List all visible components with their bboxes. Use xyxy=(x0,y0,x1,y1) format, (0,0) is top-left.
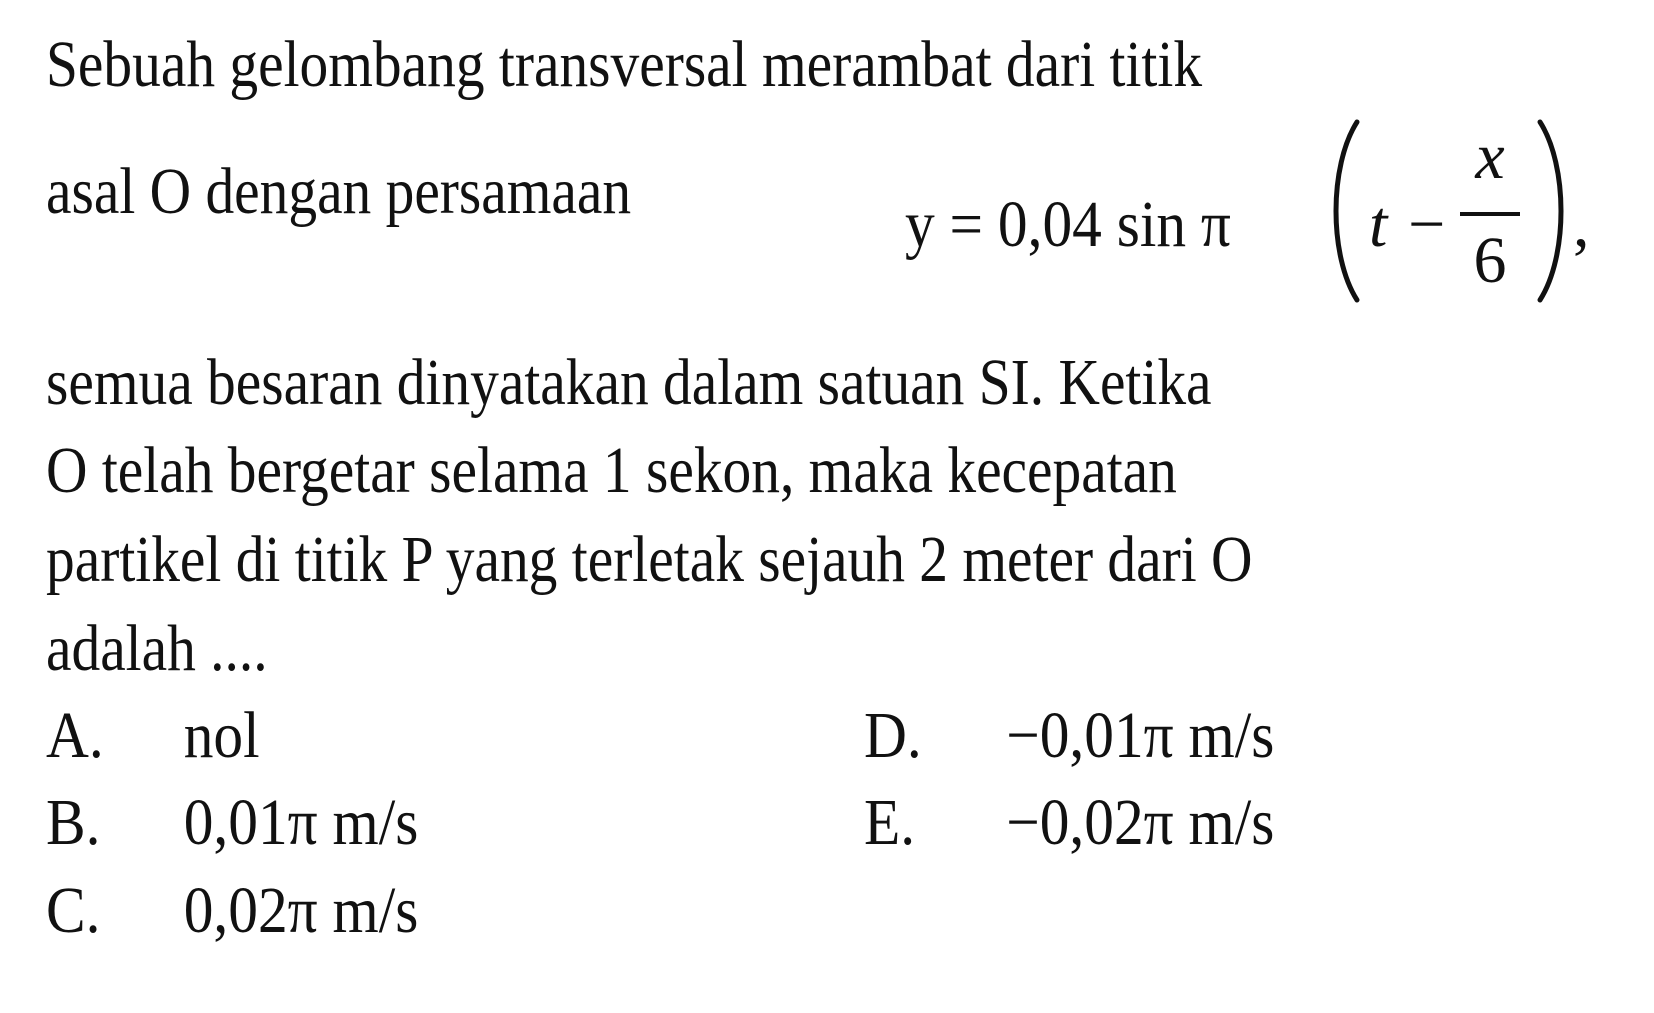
left-parenthesis xyxy=(1323,116,1365,306)
option-letter: B. xyxy=(46,786,101,859)
question-line-1: Sebuah gelombang transversal merambat dari titik xyxy=(46,28,1203,101)
question-line-6: adalah .... xyxy=(46,612,268,685)
option-text: 0,02π m/s xyxy=(183,874,419,947)
fraction-denominator: 6 xyxy=(1473,224,1507,297)
equation-fraction xyxy=(1456,116,1524,306)
option-letter: A. xyxy=(46,699,104,772)
question-line-2: asal O dengan persamaan xyxy=(46,155,632,228)
option-letter: C. xyxy=(46,874,101,947)
fraction-numerator: x xyxy=(1475,120,1505,193)
question-line-4: O telah bergetar selama 1 sekon, maka kecepatan xyxy=(46,434,1177,507)
question-line-5: partikel di titik P yang terletak sejauh 2 meter dari O xyxy=(46,523,1253,596)
option-text: −0,01π m/s xyxy=(1006,699,1275,772)
option-text: −0,02π m/s xyxy=(1006,786,1275,859)
fraction-bar xyxy=(1460,212,1520,216)
option-letter: E. xyxy=(864,786,916,859)
question-line-3: semua besaran dinyatakan dalam satuan SI. Ketika xyxy=(46,346,1212,419)
right-parenthesis xyxy=(1532,116,1574,306)
equation-trailing-comma: , xyxy=(1573,188,1590,261)
equation-lhs: y = 0,04 sin π xyxy=(905,188,1231,261)
option-letter: D. xyxy=(864,699,922,772)
equation-inner: t − xyxy=(1369,188,1449,261)
option-text: nol xyxy=(183,699,260,772)
option-text: 0,01π m/s xyxy=(183,786,419,859)
